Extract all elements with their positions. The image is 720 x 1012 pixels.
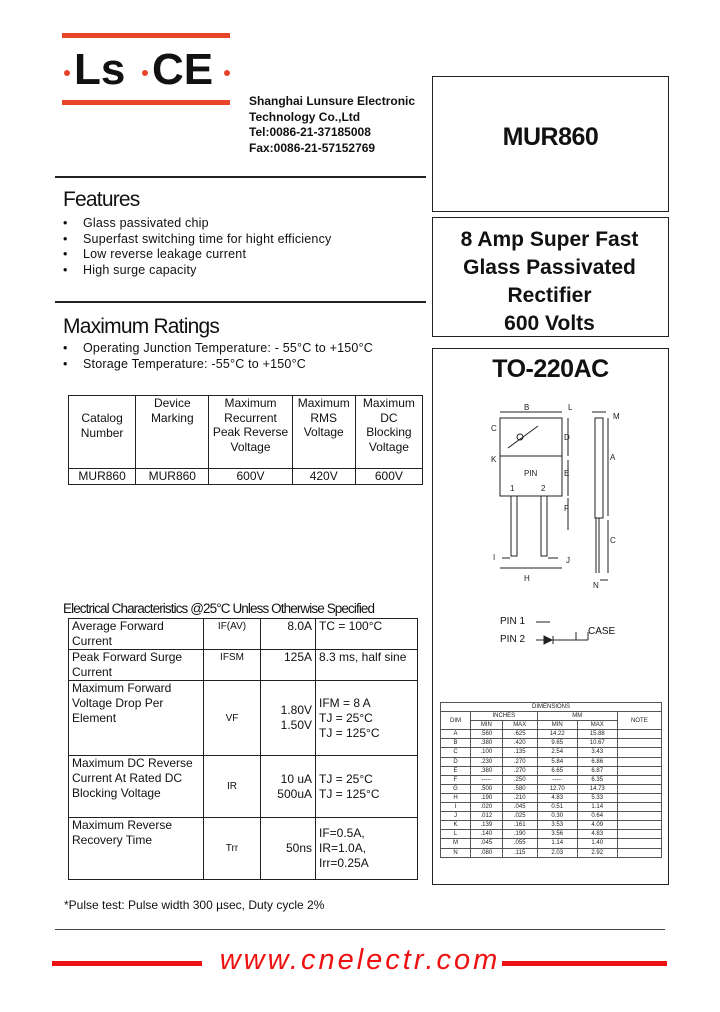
note-header: NOTE [617,712,661,730]
dimension-row [441,739,662,748]
dimension-row [441,848,662,857]
dimension-cell: .139 [470,821,502,830]
max-rms-header: Maximum RMS Voltage [292,396,355,469]
company-info [249,94,415,156]
electrical-param-cell: Maximum Forward Voltage Drop Per Element [69,681,204,756]
dimension-cell: D [441,757,471,766]
electrical-param-cell: Average Forward Current [69,619,204,650]
electrical-row [69,818,418,880]
feature-item: • High surge capacity [63,263,331,279]
dimension-cell: 6.65 [537,766,577,775]
dim-label-e: E [564,469,570,478]
dimension-cell: I [441,803,471,812]
mm-min-header: MIN [537,721,577,730]
catalog-number-cell: MUR860 [69,469,136,485]
dimension-cell: 1.14 [537,839,577,848]
device-marking-header: Device Marking [136,396,209,469]
dimension-cell: J [441,812,471,821]
features-title: Features [63,188,140,211]
dim-label-2: 2 [541,484,546,493]
dimension-row [441,730,662,739]
electrical-value-cell: 8.0A [261,619,316,650]
ratings-table [68,395,423,485]
dim-label-d: D [564,433,570,442]
dim-label-m: M [613,412,620,421]
electrical-row [69,650,418,681]
electrical-cond-cell: TJ = 25°C TJ = 125°C [316,756,418,818]
dim-header: DIM [441,712,471,730]
dimension-cell: 12.70 [537,784,577,793]
dimension-cell: 4.09 [577,821,617,830]
dimension-cell: 6.35 [577,775,617,784]
electrical-symbol-cell: Trr [204,818,261,880]
feature-item: • Low reverse leakage current [63,247,331,263]
dimension-cell: .580 [502,784,537,793]
dim-label-b: B [524,403,530,412]
electrical-cond-cell: 8.3 ms, half sine [316,650,418,681]
dimension-cell: L [441,830,471,839]
electrical-value-cell: 125A [261,650,316,681]
description [433,226,666,338]
dimension-cell [617,812,661,821]
dim-label-k: K [491,455,497,464]
dimension-cell: 0.51 [537,803,577,812]
dimension-cell: B [441,739,471,748]
inch-max-header: MAX [502,721,537,730]
divider-top [55,176,426,178]
company-fax: Fax:0086-21-57152769 [249,140,376,155]
case-label: CASE [588,626,616,637]
electrical-title: Electrical Characteristics @25°C Unless Otherwise Specified [63,601,375,616]
dimension-cell: .190 [470,793,502,802]
dimension-cell: .270 [502,757,537,766]
dimension-cell [617,830,661,839]
dimension-cell: F [441,775,471,784]
dimension-cell: 2.54 [537,748,577,757]
diode-symbol-icon [536,616,592,646]
footer-url[interactable]: www.cnelectr.com [219,944,501,976]
dimension-cell: E [441,766,471,775]
part-number-box [432,76,669,212]
dimension-cell [617,757,661,766]
dim-label-pin: PIN [524,469,538,478]
electrical-cond-cell: IFM = 8 A TJ = 25°C TJ = 125°C [316,681,418,756]
logo-bar-bottom [62,100,230,105]
device-marking-cell: MUR860 [136,469,209,485]
dimension-cell: 6.87 [577,766,617,775]
part-number: MUR860 [502,123,599,151]
dim-label-c2: C [610,536,616,545]
dimension-cell: 2.92 [577,848,617,857]
electrical-value-cell: 1.80V 1.50V [261,681,316,756]
dimension-cell [617,775,661,784]
electrical-cond-cell: TC = 100°C [316,619,418,650]
dimension-cell: N [441,848,471,857]
electrical-cond-cell: IF=0.5A, IR=1.0A, Irr=0.25A [316,818,418,880]
dimension-row [441,830,662,839]
dimension-row [441,803,662,812]
dimension-cell: .560 [470,730,502,739]
dimension-cell [617,730,661,739]
dimension-row [441,812,662,821]
dimension-row [441,821,662,830]
electrical-symbol-cell: IR [204,756,261,818]
pin-diagram [500,616,630,650]
dimension-cell: 4.83 [537,793,577,802]
dimension-cell: 1.14 [577,803,617,812]
pulse-test-note: *Pulse test: Pulse width 300 µsec, Duty cycle 2% [64,898,325,912]
dimension-cell: 0.30 [537,812,577,821]
dimension-cell: .025 [502,812,537,821]
dimension-cell: .080 [470,848,502,857]
dimension-cell: A [441,730,471,739]
description-line3: Rectifier [507,284,592,307]
dimension-cell: 15.88 [577,730,617,739]
description-line2: Glass Passivated [463,256,636,279]
max-rms-cell: 420V [292,469,355,485]
description-line1: 8 Amp Super Fast [460,228,639,251]
dimension-cell: .135 [502,748,537,757]
dimension-cell [617,848,661,857]
dimension-cell: .012 [470,812,502,821]
feature-item: • Glass passivated chip [63,216,331,232]
dimension-cell: .250 [502,775,537,784]
max-ratings-title: Maximum Ratings [63,315,220,338]
dimension-row [441,793,662,802]
dimension-cell [617,748,661,757]
company-tel: Tel:0086-21-37185008 [249,125,371,139]
dimension-cell: .230 [470,757,502,766]
dimension-row [441,784,662,793]
inches-header: INCHES [470,712,537,721]
dimension-row [441,839,662,848]
dimension-cell: 10.67 [577,739,617,748]
dim-label-l: L [568,403,573,412]
electrical-symbol-cell: IFSM [204,650,261,681]
electrical-value-cell: 10 uA 500uA [261,756,316,818]
feature-item: • Superfast switching time for hight efficiency [63,232,331,248]
company-logo: Ls CE [60,42,235,98]
dimension-row [441,775,662,784]
dimension-cell: .380 [470,766,502,775]
pin2-label: PIN 2 [500,634,526,645]
max-ratings-list [63,341,373,372]
rating-item: • Storage Temperature: -55°C to +150°C [63,357,373,373]
dimension-cell: .045 [470,839,502,848]
electrical-table [68,618,418,880]
mm-header: MM [537,712,617,721]
dimension-cell: 4.83 [577,830,617,839]
max-dc-blocking-header: Maximum DC Blocking Voltage [355,396,422,469]
package-outline-diagram [480,398,630,593]
dimension-cell: .161 [502,821,537,830]
rating-item: • Operating Junction Temperature: - 55°C to +150°C [63,341,373,357]
dimension-cell: 5.84 [537,757,577,766]
dimension-cell: M [441,839,471,848]
dim-label-a: A [610,453,616,462]
dimension-cell [617,821,661,830]
dim-label-f: F [564,504,569,513]
dimension-cell: 9.65 [537,739,577,748]
dimension-row [441,748,662,757]
dimensions-title: DIMENSIONS [441,703,662,712]
dimension-cell: G [441,784,471,793]
dimension-cell: .500 [470,784,502,793]
dimension-cell [617,784,661,793]
electrical-param-cell: Maximum Reverse Recovery Time [69,818,204,880]
dim-label-c: C [491,424,497,433]
electrical-row [69,681,418,756]
electrical-param-cell: Maximum DC Reverse Current At Rated DC Blocking Voltage [69,756,204,818]
dimension-cell: .115 [502,848,537,857]
inch-min-header: MIN [470,721,502,730]
dimension-row [441,766,662,775]
dim-label-j: J [566,556,570,565]
package-name: TO-220AC [492,355,609,383]
company-name-line1: Shanghai Lunsure Electronic [249,94,416,108]
electrical-row [69,619,418,650]
dimension-cell [617,793,661,802]
dimension-cell [617,803,661,812]
dimension-cell: 0.64 [577,812,617,821]
dim-label-i: I [493,553,496,562]
dimension-cell: 5.33 [577,793,617,802]
dimension-cell: 14.73 [577,784,617,793]
dimension-cell [617,766,661,775]
dimension-cell: .420 [502,739,537,748]
dim-label-h: H [524,574,530,583]
max-dc-blocking-cell: 600V [355,469,422,485]
dimension-cell: .045 [502,803,537,812]
dimension-cell: .380 [470,739,502,748]
dimension-cell: C [441,748,471,757]
dimension-cell [617,839,661,848]
dimension-cell: ----- [470,775,502,784]
dimension-cell: .020 [470,803,502,812]
electrical-value-cell: 50ns [261,818,316,880]
electrical-symbol-cell: IF(AV) [204,619,261,650]
dimension-cell: 6.86 [577,757,617,766]
mm-max-header: MAX [577,721,617,730]
pin1-label: PIN 1 [500,616,526,627]
description-line4: 600 Volts [504,312,595,335]
dimension-cell: 14.22 [537,730,577,739]
company-name-line2: Technology Co.,Ltd [249,109,361,124]
dimension-row [441,757,662,766]
dimension-cell: 3.43 [577,748,617,757]
dim-label-n: N [593,581,599,590]
electrical-symbol-cell: VF [204,681,261,756]
catalog-number-header: Catalog Number [69,396,136,469]
dim-label-1: 1 [510,484,515,493]
max-recurrent-cell: 600V [209,469,292,485]
dimension-cell: .140 [470,830,502,839]
electrical-row [69,756,418,818]
logo-bar-top [62,33,230,38]
dimension-cell [617,739,661,748]
footer-divider [55,929,665,930]
dimension-cell: H [441,793,471,802]
dimension-cell: 3.53 [537,821,577,830]
dimension-cell: 3.56 [537,830,577,839]
dimension-cell: 2.03 [537,848,577,857]
dimension-cell: K [441,821,471,830]
max-recurrent-header: Maximum Recurrent Peak Reverse Voltage [209,396,292,469]
dimensions-table [440,702,662,858]
divider-mid [55,301,426,303]
dimension-cell: .100 [470,748,502,757]
dimension-cell: 1.40 [577,839,617,848]
electrical-param-cell: Peak Forward Surge Current [69,650,204,681]
features-list [63,216,331,278]
dimension-cell: .210 [502,793,537,802]
dimension-cell: ----- [537,775,577,784]
dimension-cell: .270 [502,766,537,775]
dimension-cell: .625 [502,730,537,739]
dimension-cell: .055 [502,839,537,848]
dimension-cell: .190 [502,830,537,839]
